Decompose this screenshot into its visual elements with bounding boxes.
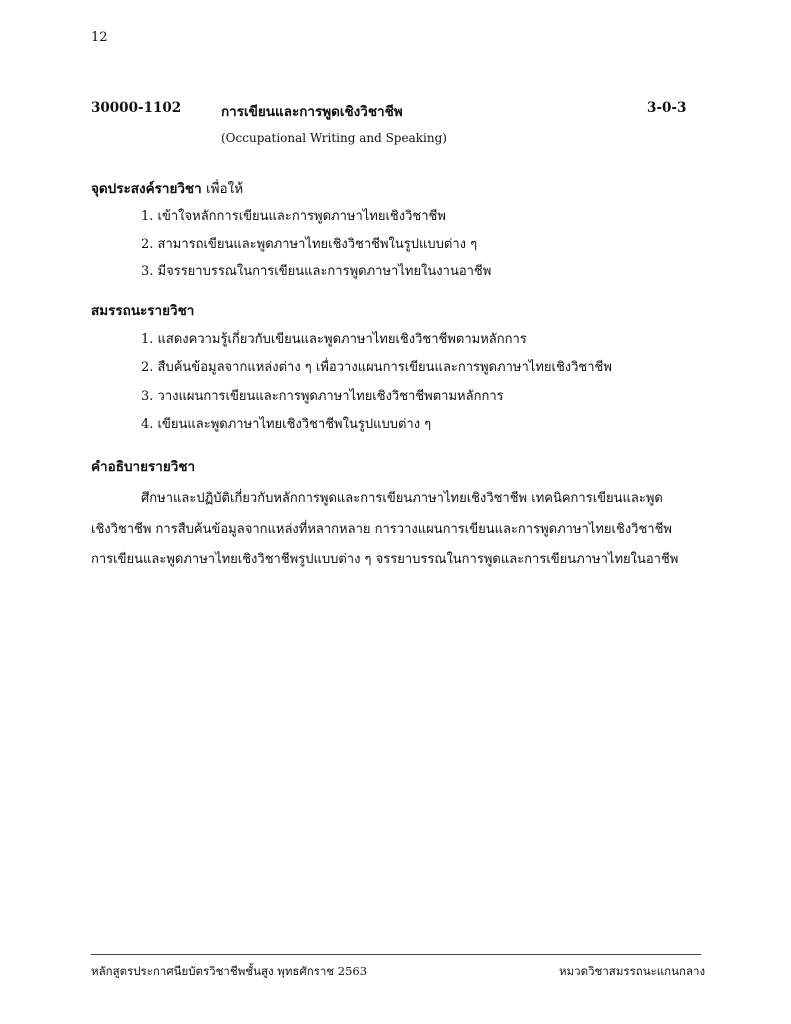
course-title: การเขียนและการพูดเชิงวิชาชีพ [221, 104, 403, 120]
footer-category: หมวดวิชาสมรรถนะแกนกลาง [559, 964, 706, 978]
competency-item: 2. สืบค้นข้อมูลจากแหล่งต่าง ๆ เพื่อวางแผนการเขียนและการพูดภาษาไทยเชิงวิชาชีพ [141, 360, 612, 375]
objectives-heading: จุดประสงค์รายวิชา [91, 181, 202, 197]
course-subtitle: (Occupational Writing and Speaking) [221, 131, 447, 145]
description-body [91, 484, 701, 576]
objective-item: 3. มีจรรยาบรรณในการเขียนและการพูดภาษาไทยในงานอาชีพ [141, 264, 492, 279]
description-line: เชิงวิชาชีพ การสืบค้นข้อมูลจากแหล่งที่หลากหลาย การวางแผนการเขียนและการพูดภาษาไทยเชิงวิชาชีพ [91, 521, 672, 537]
competency-item: 3. วางแผนการเขียนและการพูดภาษาไทยเชิงวิชาชีพตามหลักการ [141, 389, 504, 404]
footer-curriculum: หลักสูตรประกาศนียบัตรวิชาชีพชั้นสูง พุทธศักราช 2563 [91, 964, 368, 978]
competencies-heading: สมรรถนะรายวิชา [91, 303, 195, 319]
course-code: 30000-1102 [91, 100, 182, 116]
objectives-heading-suffix: เพื่อให้ [205, 181, 244, 197]
page-number: 12 [91, 30, 108, 45]
competency-item: 4. เขียนและพูดภาษาไทยเชิงวิชาชีพในรูปแบบต่าง ๆ [141, 417, 432, 432]
description-section [91, 455, 195, 477]
description-heading: คำอธิบายรายวิชา [91, 459, 196, 475]
competency-item: 1. แสดงความรู้เกี่ยวกับเขียนและพูดภาษาไทยเชิงวิชาชีพตามหลักการ [141, 332, 527, 347]
course-credits: 3-0-3 [647, 100, 687, 116]
objectives-section [91, 177, 243, 199]
footer-divider [91, 954, 701, 955]
objective-item: 1. เข้าใจหลักการเขียนและการพูดภาษาไทยเชิงวิชาชีพ [141, 209, 446, 224]
objective-item: 2. สามารถเขียนและพูดภาษาไทยเชิงวิชาชีพในรูปแบบต่าง ๆ [141, 237, 478, 252]
description-line: การเขียนและพูดภาษาไทยเชิงวิชาชีพรูปแบบต่าง ๆ จรรยาบรรณในการพูดและการเขียนภาษาไทยในอาชีพ [91, 552, 679, 567]
description-line: ศึกษาและปฏิบัติเกี่ยวกับหลักการพูดและการเขียนภาษาไทยเชิงวิชาชีพ เทคนิคการเขียนและพูด [141, 491, 663, 506]
competencies-section [91, 299, 194, 321]
